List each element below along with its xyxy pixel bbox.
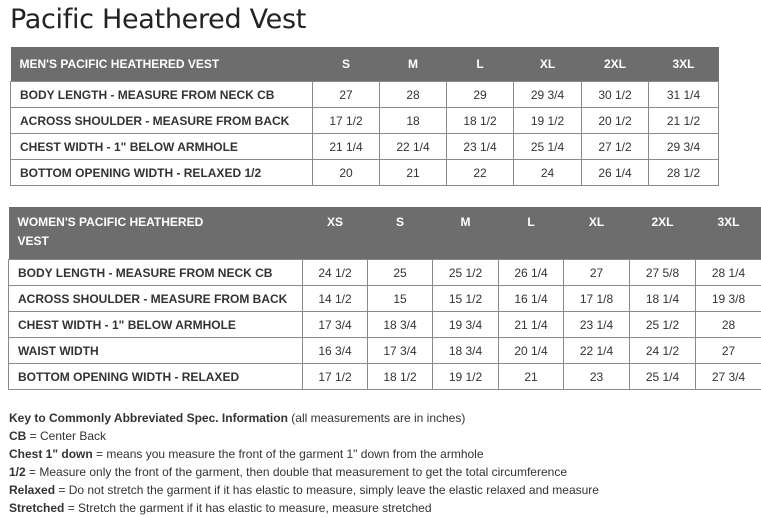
- key-item: [9, 499, 599, 517]
- table-header-row: [11, 47, 719, 82]
- size-header: XL: [564, 207, 630, 260]
- row-label: BOTTOM OPENING WIDTH - RELAXED: [9, 364, 303, 390]
- size-header: S: [313, 47, 380, 82]
- key-item: [9, 481, 599, 499]
- table-cell: 18 1/2: [368, 364, 433, 390]
- row-label: ACROSS SHOULDER - MEASURE FROM BACK: [11, 108, 313, 134]
- spec-key: [9, 409, 599, 517]
- table-cell: 28 1/2: [649, 160, 719, 186]
- table-cell: 28 1/4: [696, 260, 761, 286]
- table-cell: 31 1/4: [649, 82, 719, 108]
- table-cell: 16 3/4: [303, 338, 368, 364]
- table-row: [9, 286, 761, 312]
- table-cell: 17 3/4: [368, 338, 433, 364]
- table-cell: 24: [514, 160, 582, 186]
- table-cell: 21: [499, 364, 564, 390]
- table-cell: 16 1/4: [499, 286, 564, 312]
- table-cell: 18 1/2: [447, 108, 514, 134]
- table-cell: 25 1/4: [514, 134, 582, 160]
- mens-size-table: [10, 47, 719, 186]
- key-desc: = means you measure the front of the garment 1" down from the armhole: [92, 447, 484, 461]
- table-cell: 15: [368, 286, 433, 312]
- row-label: CHEST WIDTH - 1" BELOW ARMHOLE: [9, 312, 303, 338]
- table-cell: 17 1/2: [313, 108, 380, 134]
- table-cell: 26 1/4: [499, 260, 564, 286]
- key-term: Stretched: [9, 501, 65, 515]
- table-row: [11, 160, 719, 186]
- size-header: M: [433, 207, 499, 260]
- size-header: XL: [514, 47, 582, 82]
- table-cell: 24 1/2: [303, 260, 368, 286]
- table-cell: 23 1/4: [564, 312, 630, 338]
- table-cell: 19 3/4: [433, 312, 499, 338]
- table-cell: 25: [368, 260, 433, 286]
- table-row: [9, 338, 761, 364]
- size-header: 2XL: [582, 47, 649, 82]
- table-row: [11, 82, 719, 108]
- table-cell: 17 1/8: [564, 286, 630, 312]
- table-cell: 29 3/4: [649, 134, 719, 160]
- table-cell: 23: [564, 364, 630, 390]
- table-cell: 27: [313, 82, 380, 108]
- key-item: [9, 445, 599, 463]
- size-header: XS: [303, 207, 368, 260]
- size-header: 3XL: [696, 207, 761, 260]
- table-cell: 20 1/4: [499, 338, 564, 364]
- key-heading: [9, 409, 599, 427]
- key-title-note: (all measurements are in inches): [287, 411, 466, 425]
- table-cell: 24 1/2: [630, 338, 696, 364]
- table-cell: 18 3/4: [433, 338, 499, 364]
- table-cell: 21 1/4: [313, 134, 380, 160]
- table-cell: 18 3/4: [368, 312, 433, 338]
- table-cell: 22: [447, 160, 514, 186]
- size-header: S: [368, 207, 433, 260]
- row-label: BOTTOM OPENING WIDTH - RELAXED 1/2: [11, 160, 313, 186]
- table-cell: 27: [696, 338, 761, 364]
- table-cell: 14 1/2: [303, 286, 368, 312]
- table-cell: 21: [380, 160, 447, 186]
- size-header: L: [499, 207, 564, 260]
- key-term: Chest 1" down: [9, 447, 93, 461]
- table-title: [9, 207, 303, 260]
- table-cell: 17 1/2: [303, 364, 368, 390]
- table-cell: 17 3/4: [303, 312, 368, 338]
- key-desc: = Center Back: [26, 429, 107, 443]
- table-cell: 28: [380, 82, 447, 108]
- table-cell: 18: [380, 108, 447, 134]
- key-desc: = Measure only the front of the garment, then double that measurement to get the total circumference: [25, 465, 567, 479]
- table-title: MEN'S PACIFIC HEATHERED VEST: [11, 47, 313, 82]
- key-desc: = Stretch the garment if it has elastic to measure, measure stretched: [64, 501, 432, 515]
- table-row: [11, 108, 719, 134]
- table-cell: 20: [313, 160, 380, 186]
- table-cell: 21 1/2: [649, 108, 719, 134]
- key-term: 1/2: [9, 465, 26, 479]
- table-row: [9, 364, 761, 390]
- table-cell: 19 3/8: [696, 286, 761, 312]
- table-cell: 25 1/2: [630, 312, 696, 338]
- table-cell: 25 1/2: [433, 260, 499, 286]
- key-desc: = Do not stretch the garment if it has elastic to measure, simply leave the elastic relaxed and measure: [55, 483, 599, 497]
- womens-size-table: [8, 207, 761, 390]
- size-header: L: [447, 47, 514, 82]
- table-row: [11, 134, 719, 160]
- table-title-line: WOMEN'S PACIFIC HEATHERED: [17, 215, 204, 229]
- size-header: M: [380, 47, 447, 82]
- table-cell: 18 1/4: [630, 286, 696, 312]
- page-title: Pacific Heathered Vest: [10, 4, 307, 35]
- row-label: CHEST WIDTH - 1" BELOW ARMHOLE: [11, 134, 313, 160]
- size-header: 3XL: [649, 47, 719, 82]
- key-term: Relaxed: [9, 483, 56, 497]
- table-cell: 26 1/4: [582, 160, 649, 186]
- row-label: BODY LENGTH - MEASURE FROM NECK CB: [9, 260, 303, 286]
- table-cell: 25 1/4: [630, 364, 696, 390]
- row-label: BODY LENGTH - MEASURE FROM NECK CB: [11, 82, 313, 108]
- key-title: Key to Commonly Abbreviated Spec. Information: [9, 411, 288, 425]
- table-cell: 15 1/2: [433, 286, 499, 312]
- table-cell: 22 1/4: [380, 134, 447, 160]
- table-cell: 28: [696, 312, 761, 338]
- table-cell: 30 1/2: [582, 82, 649, 108]
- row-label: WAIST WIDTH: [9, 338, 303, 364]
- table-cell: 21 1/4: [499, 312, 564, 338]
- table-cell: 20 1/2: [582, 108, 649, 134]
- table-cell: 19 1/2: [514, 108, 582, 134]
- table-cell: 29: [447, 82, 514, 108]
- table-cell: 27 5/8: [630, 260, 696, 286]
- table-header-row: [9, 207, 761, 260]
- table-title-line: VEST: [17, 234, 49, 248]
- key-term: CB: [9, 429, 27, 443]
- table-row: [9, 312, 761, 338]
- table-cell: 29 3/4: [514, 82, 582, 108]
- table-cell: 23 1/4: [447, 134, 514, 160]
- table-cell: 27: [564, 260, 630, 286]
- table-row: [9, 260, 761, 286]
- table-cell: 22 1/4: [564, 338, 630, 364]
- key-item: [9, 463, 599, 481]
- row-label: ACROSS SHOULDER - MEASURE FROM BACK: [9, 286, 303, 312]
- key-item: [9, 427, 599, 445]
- size-header: 2XL: [630, 207, 696, 260]
- table-cell: 19 1/2: [433, 364, 499, 390]
- table-cell: 27 1/2: [582, 134, 649, 160]
- table-cell: 27 3/4: [696, 364, 761, 390]
